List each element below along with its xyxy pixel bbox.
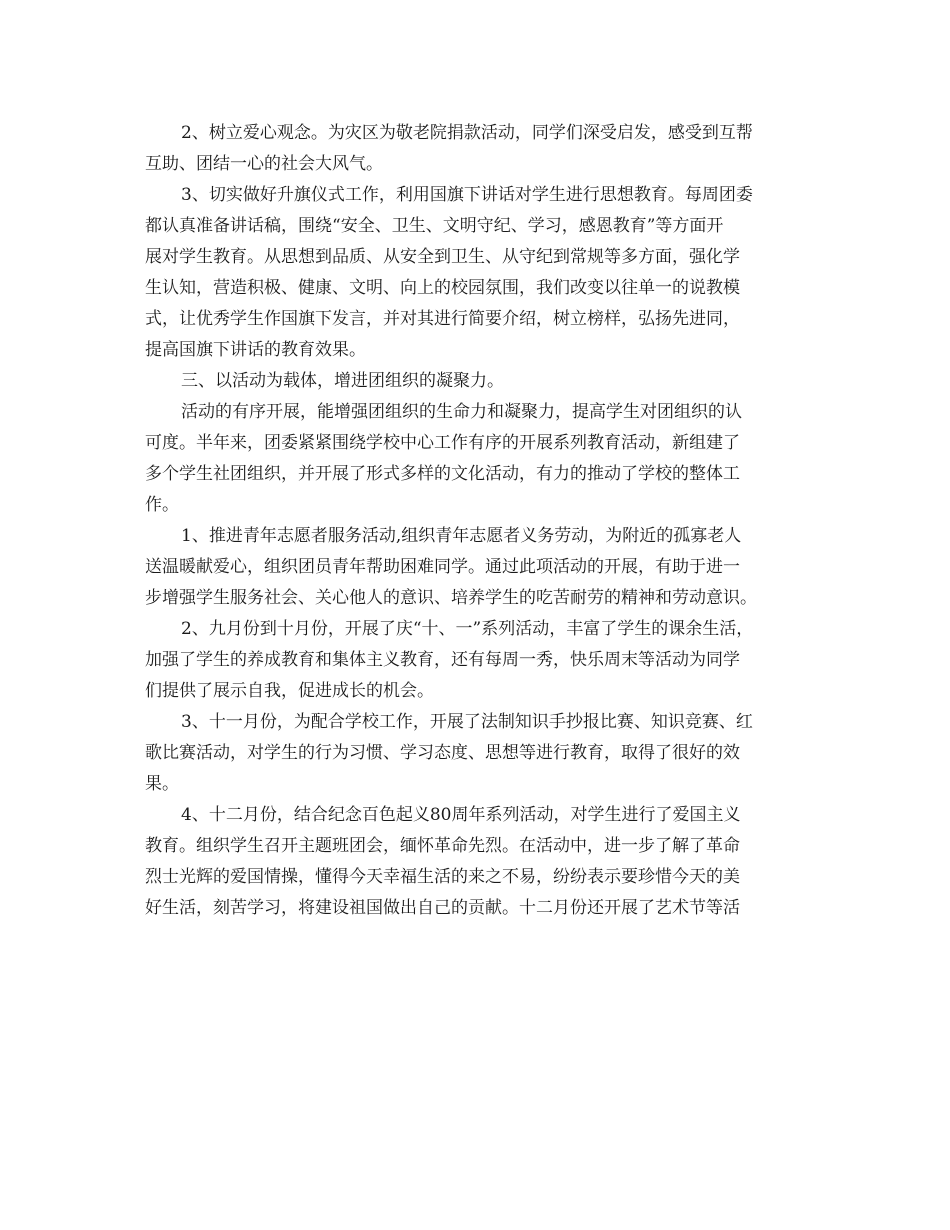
text-line: 烈士光辉的爱国情操，懂得今天幸福生活的来之不易，纷纷表示要珍惜今天的美: [145, 867, 740, 887]
text-line: 3、十一月份，为配合学校工作，开展了法制知识手抄报比赛、知识竞赛、红: [181, 712, 753, 732]
text-line: 多个学生社团组织，并开展了形式多样的文化活动，有力的推动了学校的整体工: [145, 464, 740, 484]
text-line: 展对学生教育。从思想到品质、从安全到卫生、从守纪到常规等多方面，强化学: [145, 247, 740, 267]
text-line: 教育。组织学生召开主题班团会，缅怀革命先烈。在活动中，进一步了解了革命: [145, 836, 740, 856]
text-line: 果。: [145, 774, 179, 794]
text-line: 互助、团结一心的社会大风气。: [145, 154, 383, 174]
section-heading: 三、以活动为载体，增进团组织的凝聚力。: [181, 371, 504, 391]
text-line: 3、切实做好升旗仪式工作，利用国旗下讲话对学生进行思想教育。每周团委: [181, 185, 753, 205]
document-body: [145, 118, 815, 924]
text-line: 们提供了展示自我，促进成长的机会。: [145, 681, 434, 701]
text-line: 1、推进青年志愿者服务活动,组织青年志愿者义务劳动，为附近的孤寡老人: [181, 526, 742, 546]
text-line: 提高国旗下讲话的教育效果。: [145, 340, 366, 360]
text-line: 送温暖献爱心，组织团员青年帮助困难同学。通过此项活动的开展，有助于进一: [145, 557, 740, 577]
text-line: 好生活，刻苦学习，将建设祖国做出自己的贡献。十二月份还开展了艺术节等活: [145, 898, 740, 918]
text-line: 2、九月份到十月份，开展了庆“十、一”系列活动，丰富了学生的课余生活，: [181, 619, 754, 639]
text-line: 都认真准备讲话稿，围绕“安全、卫生、文明守纪、学习，感恩教育”等方面开: [145, 216, 724, 236]
text-line: 歌比赛活动，对学生的行为习惯、学习态度、思想等进行教育，取得了很好的效: [145, 743, 740, 763]
text-line: 生认知，营造积极、健康、文明、向上的校园氛围，我们改变以往单一的说教模: [145, 278, 740, 298]
text-line: 活动的有序开展，能增强团组织的生命力和凝聚力，提高学生对团组织的认: [181, 402, 742, 422]
text-line: 作。: [145, 495, 179, 515]
text-line: 可度。半年来，团委紧紧围绕学校中心工作有序的开展系列教育活动，新组建了: [145, 433, 740, 453]
text-line: 加强了学生的养成教育和集体主义教育，还有每周一秀，快乐周末等活动为同学: [145, 650, 740, 670]
text-line: 步增强学生服务社会、关心他人的意识、培养学生的吃苦耐劳的精神和劳动意识。: [145, 588, 757, 608]
text-line: 式，让优秀学生作国旗下发言，并对其进行简要介绍，树立榜样，弘扬先进同，: [145, 309, 740, 329]
text-line: 4、十二月份，结合纪念百色起义80周年系列活动，对学生进行了爱国主义: [181, 805, 741, 825]
text-line: 2、树立爱心观念。为灾区为敬老院捐款活动，同学们深受启发，感受到互帮: [181, 123, 753, 143]
